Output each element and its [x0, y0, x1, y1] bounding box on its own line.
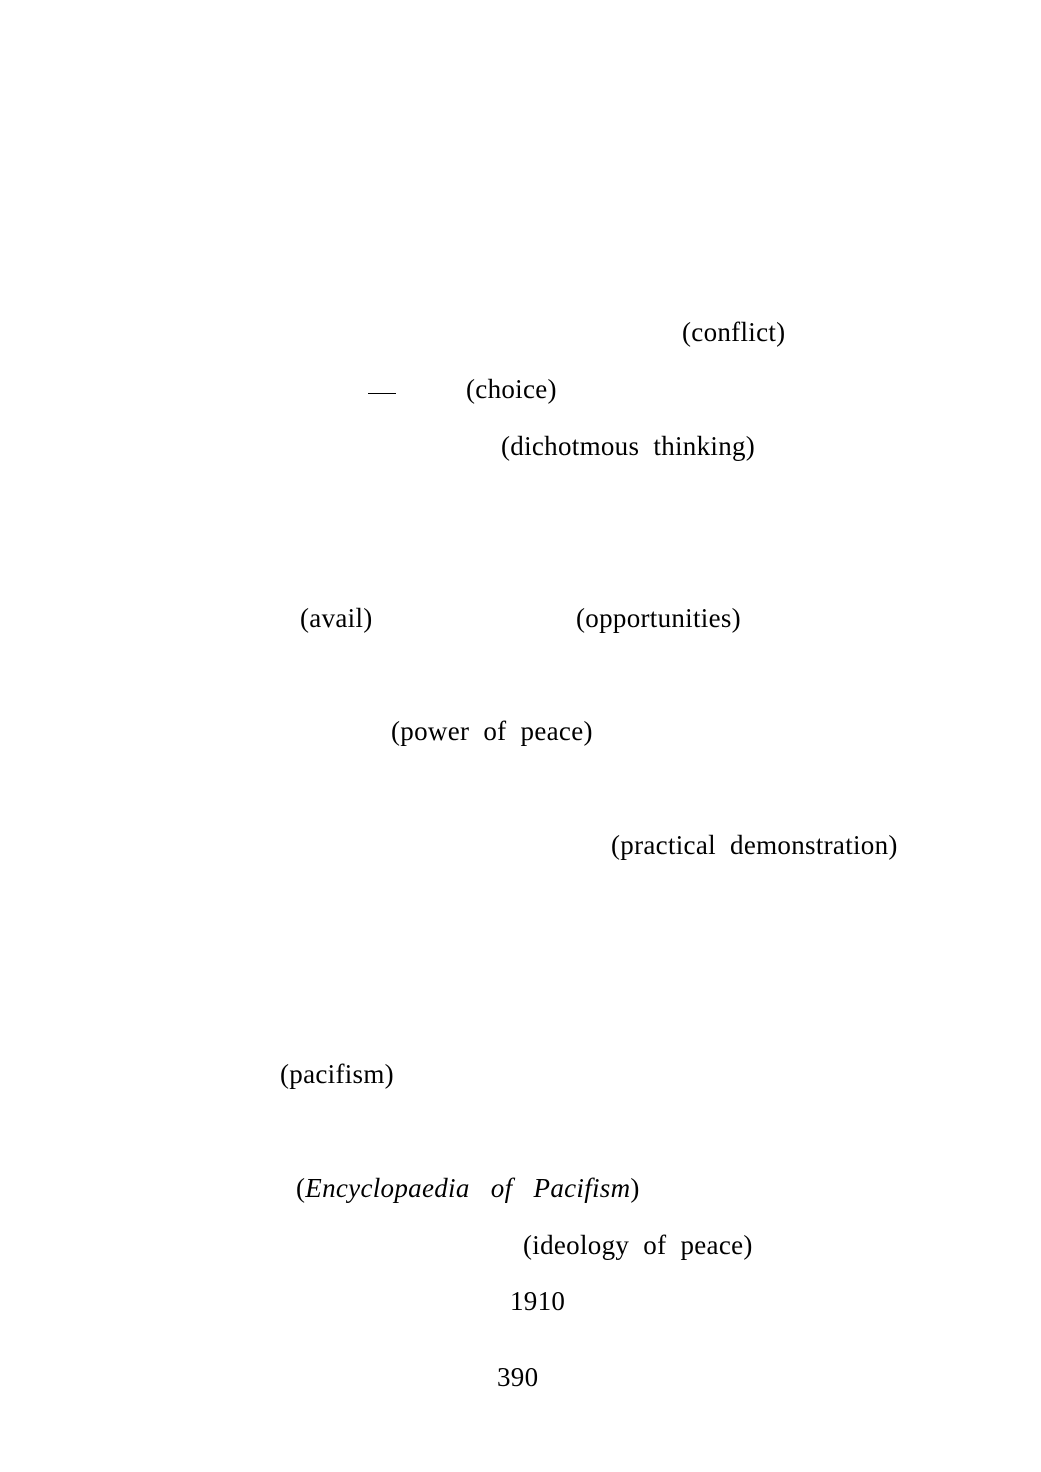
term-practical-demonstration: (practical demonstration) [611, 830, 898, 860]
term-avail: (avail) [300, 603, 373, 633]
term-ideology-of-peace: (ideology of peace) [523, 1230, 753, 1260]
term-power-of-peace: (power of peace) [391, 716, 593, 746]
term-dichotomous-thinking: (dichotmous thinking) [501, 431, 756, 461]
book-title: Encyclopaedia of Pacifism [305, 1173, 631, 1203]
paren-open: ( [296, 1173, 306, 1203]
term-pacifism: (pacifism) [280, 1059, 394, 1089]
term-choice: (choice) [466, 374, 557, 404]
page-number: 390 [497, 1362, 539, 1392]
em-dash [368, 393, 396, 394]
term-conflict: (conflict) [682, 317, 786, 347]
paren-close: ) [630, 1173, 640, 1203]
year-1910: 1910 [510, 1286, 566, 1316]
term-opportunities: (opportunities) [576, 603, 741, 633]
citation-encyclopaedia-of-pacifism [296, 1172, 640, 1204]
